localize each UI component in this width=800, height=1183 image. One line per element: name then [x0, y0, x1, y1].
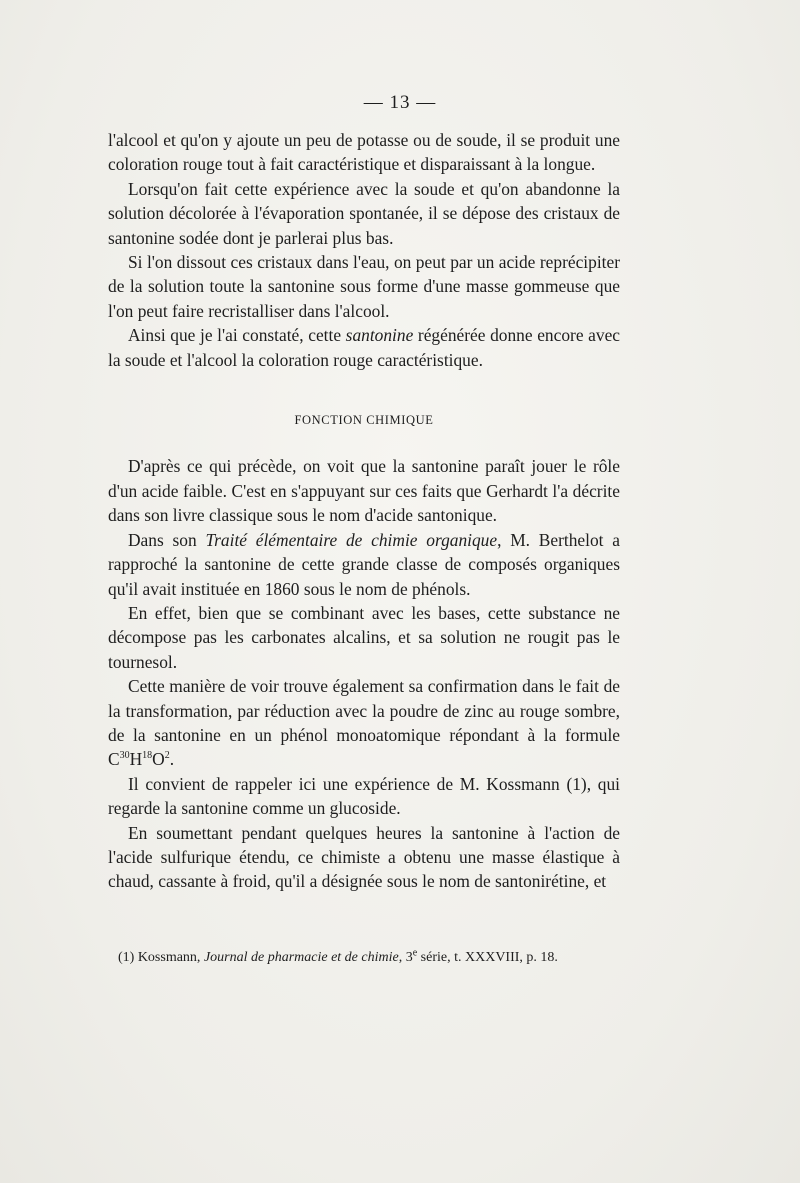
footnote-marker: (1) Kossmann,	[118, 950, 204, 965]
book-title: Traité élémentaire de chimie organique	[205, 529, 498, 550]
footnote: (1) Kossmann, Journal de pharmacie et de chimie, 3e série, t. XXXVIII, p. 18.	[108, 948, 620, 967]
paragraph: Il convient de rappeler ici une expérience de M. Kossmann (1), qui regarde la santonine comme un glucoside.	[108, 773, 620, 819]
journal-title: Journal de pharmacie et de chimie	[203, 950, 399, 965]
paragraph	[108, 528, 620, 601]
italic-term: santonine	[345, 325, 414, 346]
paragraph	[108, 323, 620, 372]
page-number: — 13 —	[363, 92, 437, 113]
text-run: , M. Berthelot a rapproché la santonine de cette grande classe de composés organiques qu'il avait instituée en 1860 sous le nom de phénols.	[108, 529, 620, 599]
text-run: Cette manière de voir trouve également sa confirmation dans le fait de la transformation, par réduction avec la poudre de zinc au rouge sombre, de la santonine en un phénol monoatomique répondant à la formule	[108, 676, 620, 745]
paragraph: D'après ce qui précède, on voit que la santonine paraît jouer le rôle d'un acide faible. C'est en s'appuyant sur ces faits que Gerhardt l'a décrite dans son livre classique sous le nom d'acide santonique.	[108, 456, 620, 526]
paragraph: En soumettant pendant quelques heures la santonine à l'action de l'acide sulfurique étendu, ce chimiste a obtenu une masse élastique à chaud, cassante à froid, qu'il a désignée sous le nom de santonirétine, et	[108, 822, 620, 892]
paragraph: En effet, bien que se combinant avec les bases, cette substance ne décompose pas les carbonates alcalins, et sa solution ne rougit pas le tournesol.	[108, 602, 620, 672]
paragraph: l'alcool et qu'on y ajoute un peu de potasse ou de soude, il se produit une coloration rouge tout à fait caractéristique et disparaissant à la longue.	[108, 130, 620, 175]
text-run: Dans son	[128, 529, 206, 550]
paragraph: Lorsqu'on fait cette expérience avec la soude et qu'on abandonne la solution décolorée à l'évaporation spontanée, il se dépose des cristaux de santonine sodée dont je parlerai plus bas.	[108, 178, 620, 248]
text-run: Ainsi que je l'ai constaté, cette	[128, 325, 346, 346]
paragraph: Si l'on dissout ces cristaux dans l'eau, on peut par un acide reprécipiter de la solution toute la santonine sous forme d'une masse gommeuse que l'on peut faire recristalliser dans l'alcool.	[108, 252, 620, 321]
text-run: régénérée donne encore avec la soude et l'alcool la coloration rouge caractéristique.	[108, 325, 621, 370]
chemical-formula: $C^{30}H^{18}O^2$	[108, 749, 170, 770]
section-heading: FONCTION CHIMIQUE	[294, 413, 434, 428]
paragraph: Cette manière de voir trouve également sa confirmation dans le fait de la transformation, par réduction avec la poudre de zinc au rouge sombre, de la santonine en un phénol monoatomique répondant à la formule $C^{30}H^{18}O^2$.	[108, 676, 620, 770]
body-text	[108, 128, 620, 894]
